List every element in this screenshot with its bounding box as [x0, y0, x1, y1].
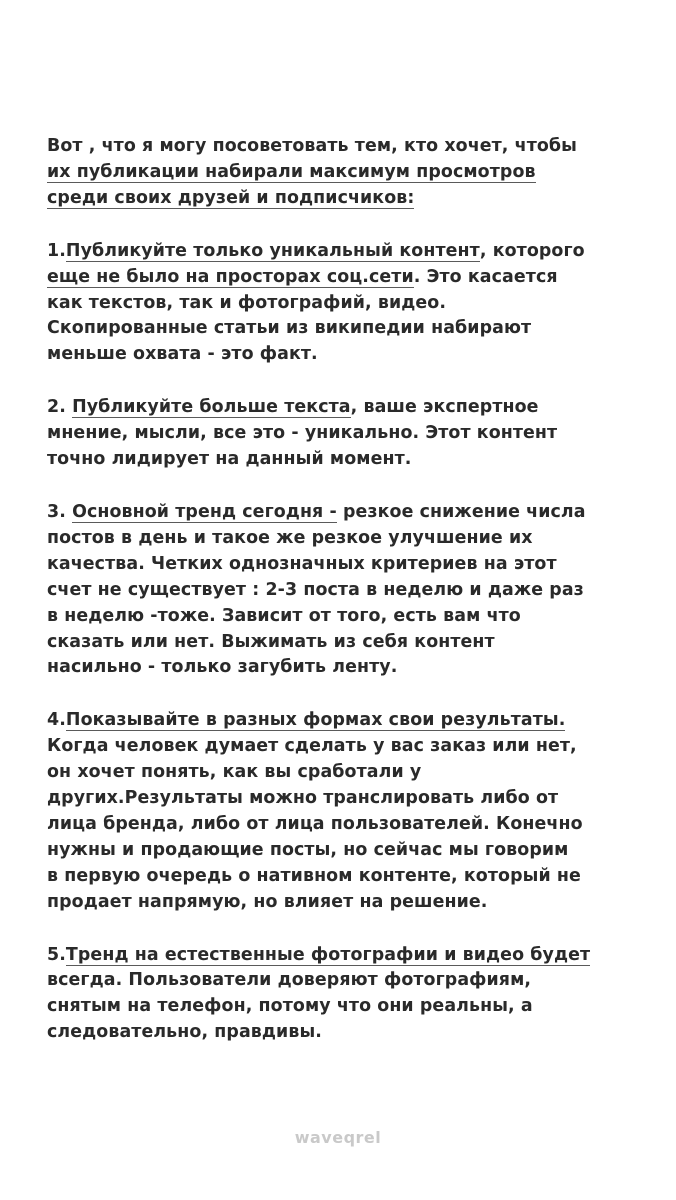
author-handle: waveqrel [294, 1128, 382, 1147]
tip-heading: Публикуйте больше текста [72, 397, 351, 418]
tip-5 [47, 943, 657, 1047]
tip-line: в неделю -тоже. Зависит от того, есть вам что [47, 605, 521, 626]
intro-paragraph [47, 134, 657, 212]
tip-line: в первую очередь о нативном контенте, который не [47, 865, 581, 886]
tip-3: 3. Основной тренд сегодня - резкое снижение числа постов в день и такое же резкое улучшение их качества. Четких однозначных критериев на этот счет не существует : 2-3 поста в неделю и даже раз в неделю -тоже. Зависит от того, есть вам что сказать или нет. Выжимать из себя контент насильно - только загубить ленту. [47, 500, 657, 681]
tip-heading: Публикуйте только уникальный контент [65, 240, 480, 261]
tip-1: 1.Публикуйте только уникальный контент, которого еще не было на просторах соц.сети. Это касается как текстов, так и фотографий, видео. Скопированные статьи из википедии набирают меньше охвата - это факт. [47, 239, 657, 369]
tip-2: 2. Публикуйте больше текста, ваше экспертное мнение, мысли, все это - уникально. Этот контент точно лидирует на данный момент. [47, 395, 657, 473]
tip-line: как текстов, так и фотографий, видео. [47, 292, 447, 313]
tip-heading: еще не было на просторах соц.сети [47, 266, 414, 287]
intro-line: Вот , что я могу посоветовать тем, кто хочет, чтобы [47, 136, 578, 156]
tip-line: он хочет понять, как вы сработали у [47, 762, 422, 783]
intro-underlined: среди своих друзей и подписчиков: [47, 187, 415, 208]
tip-line: сказать или нет. Выжимать из себя контент [47, 631, 495, 652]
tip-number: 3. [47, 501, 73, 522]
tip-line: точно лидирует на данный момент. [47, 449, 412, 470]
tip-4 [47, 708, 657, 915]
tip-line: других.Результаты можно транслировать либо от [47, 788, 559, 809]
tip-line: качества. Четких однозначных критериев на этот [47, 553, 557, 574]
tip-number: 5. [47, 944, 66, 965]
tip-line: счет не существует : 2-3 поста в неделю и даже раз [47, 579, 584, 600]
tip-line: насильно - только загубить ленту. [47, 657, 398, 678]
tip-line: постов в день и такое же резкое улучшение их [47, 527, 533, 548]
story-text [47, 134, 657, 1073]
tip-number: 2. [47, 397, 73, 418]
tip-number: 4. [47, 710, 66, 731]
tip-line: лица бренда, либо от лица пользователей. Конечно [47, 813, 583, 834]
tip-line: Скопированные статьи из википедии набирают [47, 318, 532, 339]
tip-line: мнение, мысли, все это - уникально. Этот контент [47, 423, 558, 444]
tip-line: снятым на телефон, потому что они реальны, а [47, 996, 533, 1017]
tip-heading: Основной тренд сегодня - [72, 501, 337, 522]
tip-line: продает напрямую, но влияет на решение. [47, 891, 488, 912]
tip-line: следовательно, правдивы. [47, 1022, 322, 1043]
tip-heading: Тренд на естественные фотографии и видео будет [65, 944, 591, 965]
tip-number: 1. [47, 240, 66, 261]
tip-line: Когда человек думает сделать у вас заказ или нет, [47, 736, 577, 757]
tip-line: всегда. Пользователи доверяют фотографиям, [47, 970, 532, 991]
tip-heading: Показывайте в разных формах свои результаты. [65, 710, 566, 731]
tip-line: нужны и продающие посты, но сейчас мы говорим [47, 839, 569, 860]
intro-underlined: их публикации набирали максимум просмотров [47, 161, 536, 182]
tip-line: меньше охвата - это факт. [47, 344, 318, 365]
